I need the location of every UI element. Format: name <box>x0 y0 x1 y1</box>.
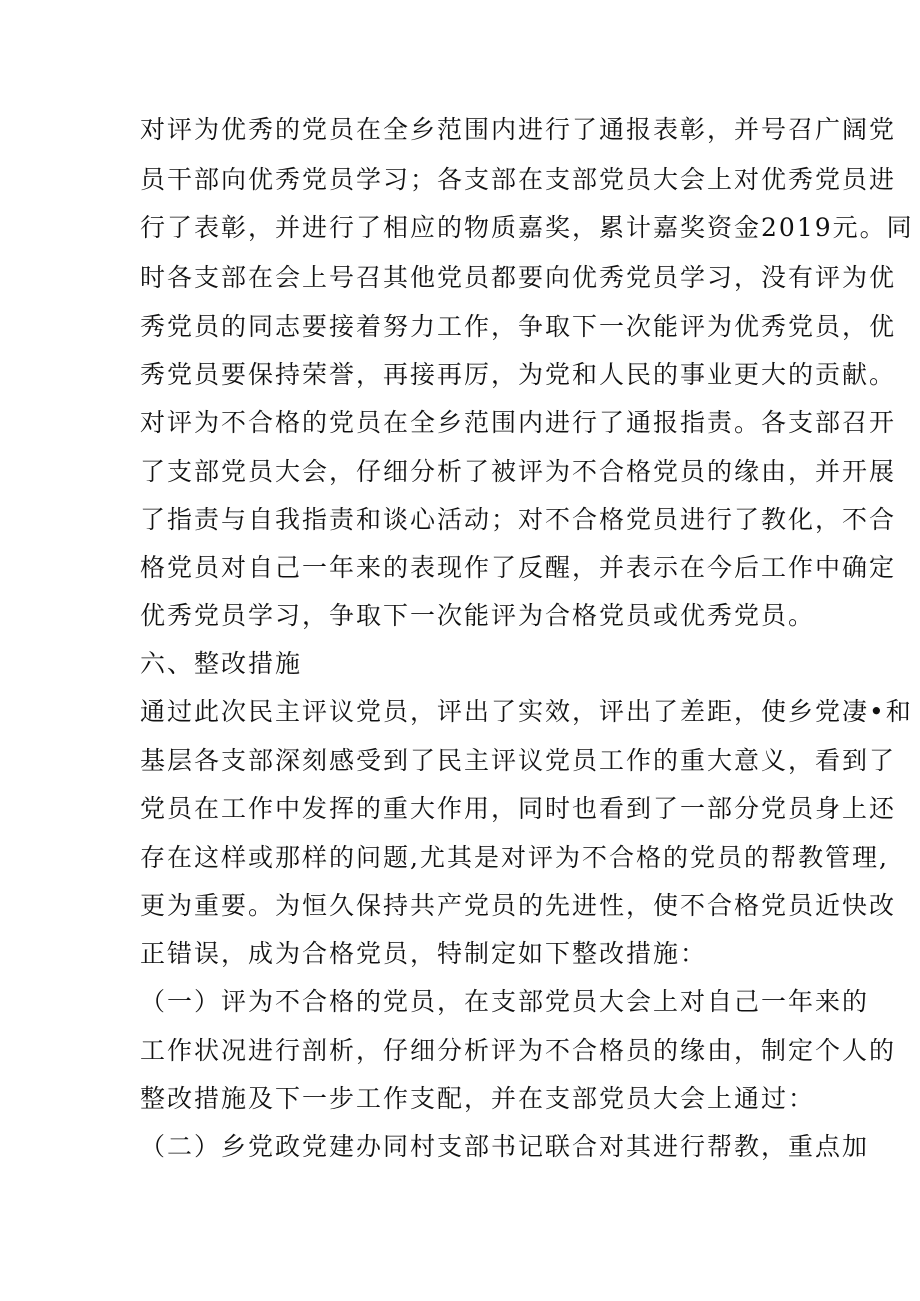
text-line: 员干部向优秀党员学习；各支部在支部党员大会上对优秀党员进 <box>140 165 897 194</box>
text-line: 了指责与自我指责和谈心活动；对不合格党员进行了教化，不合 <box>140 505 897 534</box>
text-line: 存在这样或那样的问题,尤其是对评为不合格的党员的帮教管理, <box>140 843 889 872</box>
text-line: 正错误，成为合格党员，特制定如下整改措施： <box>140 939 708 968</box>
text-line: 格党员对自己一年来的表现作了反醒，并表示在今后工作中确定 <box>140 553 897 582</box>
text-line: 通过此次民主评议党员，评出了实效，评出了差距，使乡党凄•和 <box>140 697 913 726</box>
list-item: （一）评为不合格的党员，在支部党员大会上对自己一年来的 <box>140 987 870 1016</box>
text-line: 整改措施及下一步工作支配，并在支部党员大会上通过： <box>140 1084 816 1113</box>
text-line: 党员在工作中发挥的重大作用，同时也看到了一部分党员身上还 <box>140 794 897 823</box>
text-line: 秀党员的同志要接着努力工作，争取下一次能评为优秀党员，优 <box>140 312 897 341</box>
text-line: 了支部党员大会，仔细分析了被评为不合格党员的缘由，并开展 <box>140 457 897 486</box>
section-heading: 六、整改措施 <box>140 649 303 678</box>
text-line: 基层各支部深刻感受到了民主评议党员工作的重大意义，看到了 <box>140 746 897 775</box>
text-line: 更为重要。为恒久保持共产党员的先进性，使不合格党员近快改 <box>140 891 897 920</box>
text-line: 工作状况进行剖析，仔细分析评为不合格员的缘由，制定个人的 <box>140 1036 897 1065</box>
text-line: 行了表彰，并进行了相应的物质嘉奖，累计嘉奖资金2019元。同 <box>140 213 914 242</box>
list-item: （二）乡党政党建办同村支部书记联合对其进行帮教，重点加 <box>140 1132 870 1161</box>
text-line: 秀党员要保持荣誉，再接再厉，为党和人民的事业更大的贡献。 <box>140 360 897 389</box>
text-line: 对评为不合格的党员在全乡范围内进行了通报指责。各支部召开 <box>140 408 897 437</box>
text-line: 对评为优秀的党员在全乡范围内进行了通报表彰，并号召广阔党 <box>140 115 897 144</box>
text-line: 时各支部在会上号召其他党员都要向优秀党员学习，没有评为优 <box>140 263 897 292</box>
text-line: 优秀党员学习，争取下一次能评为合格党员或优秀党员。 <box>140 601 816 630</box>
